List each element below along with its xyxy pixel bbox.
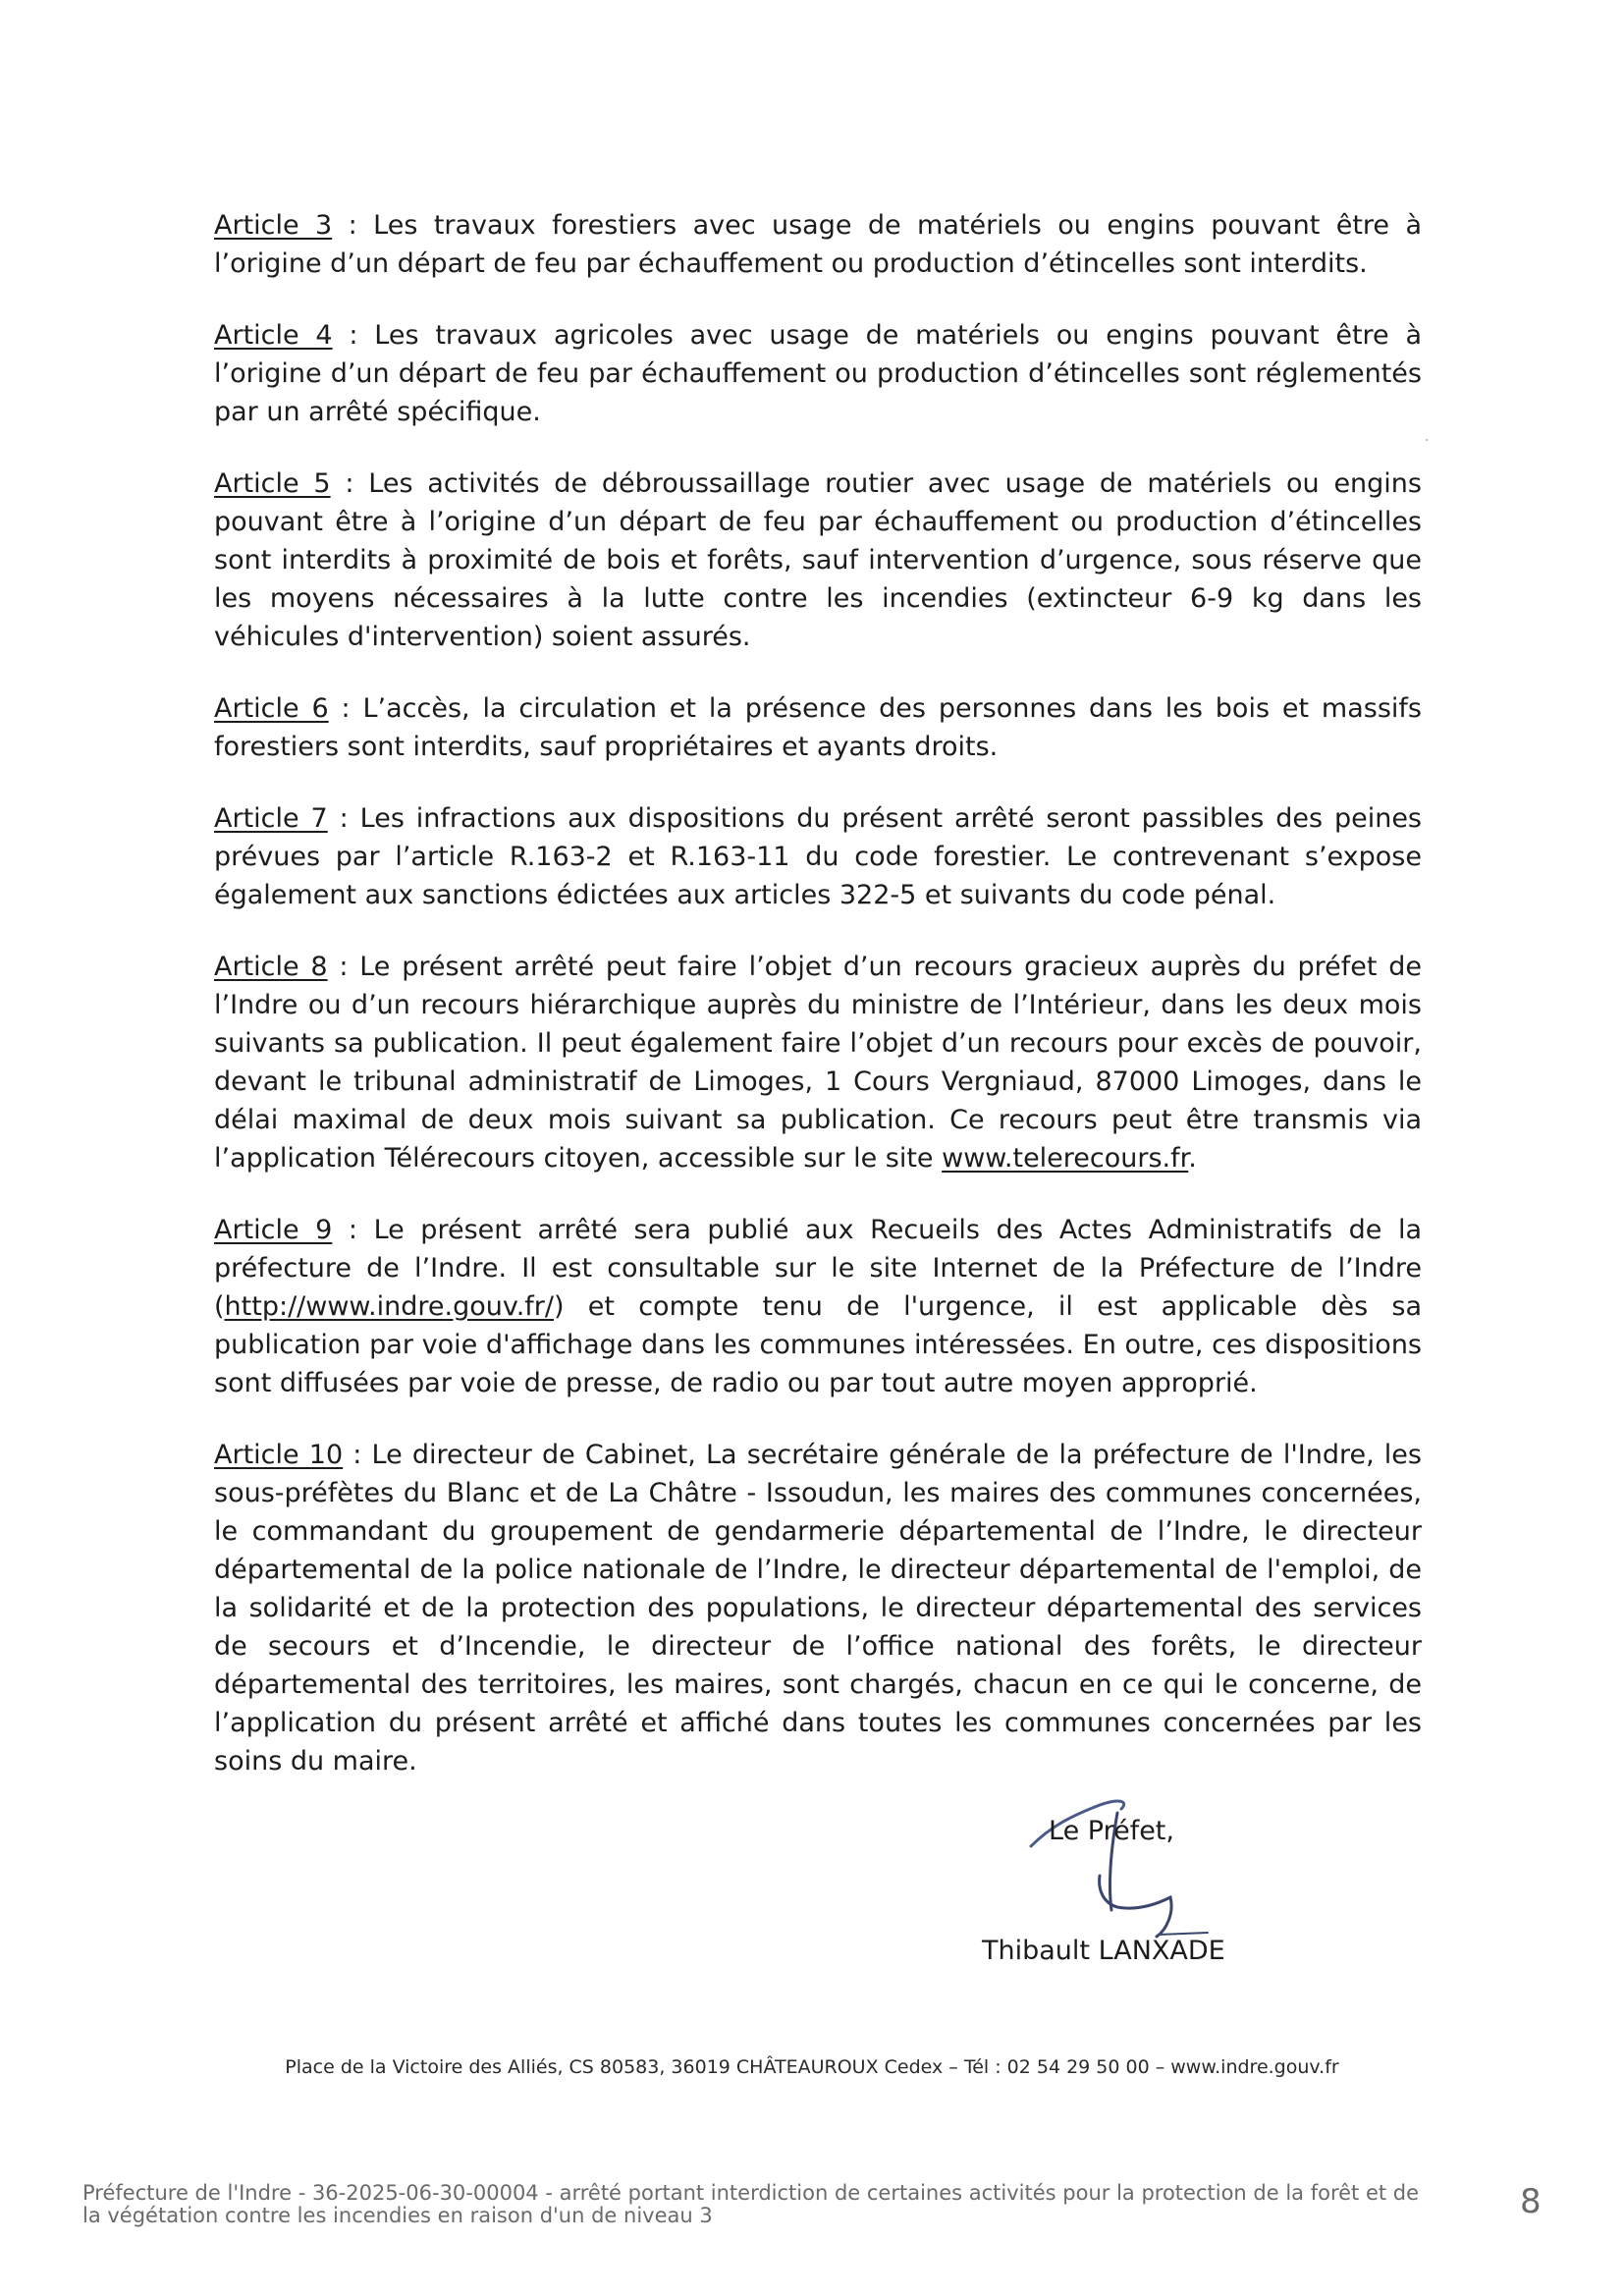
article-4 xyxy=(214,316,1422,431)
article-label: Article 7 xyxy=(214,803,328,834)
article-text-after: . xyxy=(1188,1143,1197,1174)
handwritten-signature xyxy=(1001,1787,1227,1954)
article-label: Article 5 xyxy=(214,468,331,499)
article-10 xyxy=(214,1436,1422,1780)
scan-artifact xyxy=(1426,439,1428,441)
page-number: 8 xyxy=(1520,2182,1542,2221)
article-text: : Le directeur de Cabinet, La secrétaire générale de la préfecture de l'Indre, les sous-préfètes du Blanc et de La Châtre - Issoudun, les maires des communes concernées, le commandant du groupement de gendarmerie départemental de l’Indre, le directeur départemental de la police nationale de l’Indre, le directeur départemental de l'emploi, de la solidarité et de la protection des populations, le directeur départemental des services de secours et d’Incendie, le directeur de l’office national des forêts, le directeur départemental des territoires, les maires, sont chargés, chacun en ce qui le concerne, de l’application du présent arrêté et affiché dans toutes les communes concernées par les soins du maire. xyxy=(214,1440,1422,1777)
article-text: : Le présent arrêté peut faire l’objet d’un recours gracieux auprès du préfet de l’Indre ou d’un recours hiérarchique auprès du ministre de l’Intérieur, dans les deux mois suivants sa publication. Il peut également faire l’objet d’un recours pour excès de pouvoir, devant le tribunal administratif de Limoges, 1 Cours Vergniaud, 87000 Limoges, dans le délai maximal de deux mois suivant sa publication. Ce recours peut être transmis via l’application Télérecours citoyen, accessible sur le site xyxy=(214,952,1422,1174)
article-label: Article 3 xyxy=(214,210,333,241)
article-text: : Les infractions aux dispositions du présent arrêté seront passibles des peines prévues par l’article R.163-2 et R.163-11 du code forestier. Le contrevenant s’expose également aux sanctions édictées aux articles 322-5 et suivants du code pénal. xyxy=(214,803,1422,910)
telerecours-link[interactable]: www.telerecours.fr xyxy=(942,1143,1189,1174)
signatory-name: Thibault LANXADE xyxy=(982,1936,1225,1966)
article-label: Article 6 xyxy=(214,693,329,724)
prefecture-address: Place de la Victoire des Alliés, CS 80583, 36019 CHÂTEAUROUX Cedex – Tél : 02 54 29 50 00 – www.indre.gouv.fr xyxy=(285,2056,1339,2078)
article-7 xyxy=(214,799,1422,914)
document-reference: Préfecture de l'Indre - 36-2025-06-30-00004 - arrêté portant interdiction de certaines activités pour la protection de la forêt et de la végétation contre les incendies en raison d'un de niveau 3 xyxy=(82,2181,1420,2227)
article-8 xyxy=(214,948,1422,1177)
article-label: Article 9 xyxy=(214,1215,333,1245)
article-text-after: ) et compte tenu de l'urgence, il est applicable dès sa publication par voie d'affichage dans les communes intéressées. En outre, ces dispositions sont diffusées par voie de presse, de radio ou par tout autre moyen approprié. xyxy=(214,1291,1422,1398)
article-6 xyxy=(214,689,1422,766)
article-text: : L’accès, la circulation et la présence des personnes dans les bois et massifs forestiers sont interdits, sauf propriétaires et ayants droits. xyxy=(214,693,1422,762)
signature-block xyxy=(982,1787,1296,1984)
article-text: : Les travaux forestiers avec usage de matériels ou engins pouvant être à l’origine d’un départ de feu par échauffement ou production d’étincelles sont interdits. xyxy=(214,210,1422,279)
article-label: Article 10 xyxy=(214,1440,344,1470)
article-9 xyxy=(214,1211,1422,1402)
articles-section xyxy=(214,206,1422,1814)
signatory-title: Le Préfet, xyxy=(1049,1816,1174,1846)
article-label: Article 4 xyxy=(214,320,333,351)
article-text: : Le présent arrêté sera publié aux Recueils des Actes Administratifs de la préfecture de l’Indre. Il est consultable sur le site Internet de la Préfecture de l’Indre ( xyxy=(214,1215,1422,1322)
article-5 xyxy=(214,465,1422,656)
article-text: : Les activités de débroussaillage routier avec usage de matériels ou engins pouvant être à l’origine d’un départ de feu par échauffement ou production d’étincelles sont interdits à proximité de bois et forêts, sauf intervention d’urgence, sous réserve que les moyens nécessaires à la lutte contre les incendies (extincteur 6-9 kg dans les véhicules d'intervention) soient assurés. xyxy=(214,468,1422,652)
article-text: : Les travaux agricoles avec usage de matériels ou engins pouvant être à l’origine d’un départ de feu par échauffement ou production d’étincelles sont réglementés par un arrêté spécifique. xyxy=(214,320,1422,427)
article-label: Article 8 xyxy=(214,952,328,982)
prefecture-website-link[interactable]: http://www.indre.gouv.fr/ xyxy=(224,1291,555,1322)
article-3 xyxy=(214,206,1422,283)
